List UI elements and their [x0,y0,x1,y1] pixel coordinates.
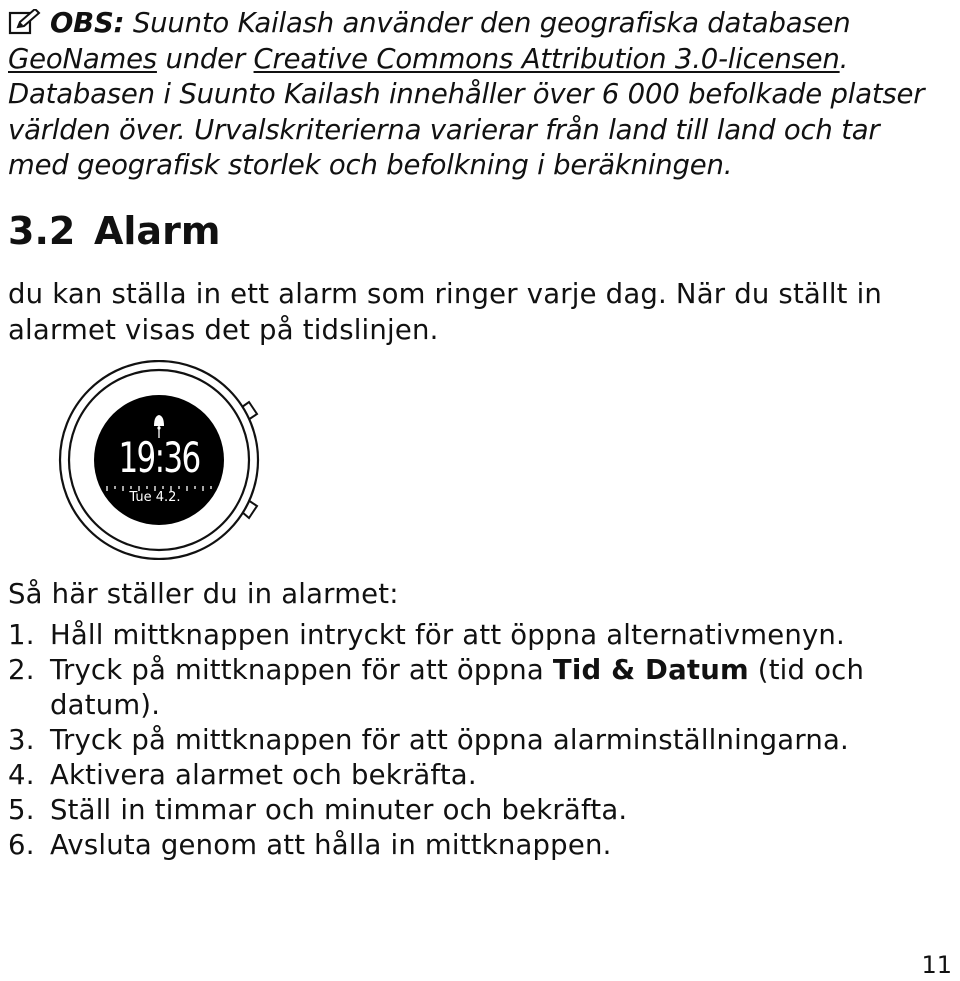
steps-title: Så här ställer du in alarmet: [8,578,399,610]
step-menu-name: Tid & Datum [552,654,749,686]
section-intro: du kan ställa in ett alarm som ringer varje dag. När du ställt in alarmet visas det på tidslinjen. [8,278,883,346]
section-title: Alarm [94,209,221,253]
step-number: 3. [8,724,35,756]
page-number: 11 [921,951,952,979]
step-text: (tid och datum). [50,654,865,721]
geonames-link[interactable]: GeoNames [8,42,157,75]
list-item [8,618,908,653]
note-text: under [156,42,254,75]
watch-date: Tue 4.2. [129,490,181,505]
step-text: Tryck på mittknappen för att öppna [50,654,553,686]
list-item [8,793,908,828]
list-item [8,723,908,758]
list-item [8,828,908,863]
step-number: 5. [8,794,35,826]
note-box [8,6,938,184]
list-item [8,653,908,723]
steps-list [8,618,908,863]
step-number: 6. [8,829,35,861]
note-text: . Databasen i Suunto Kailash innehåller över 6 000 befolkade platser världen över. Urvalskriterierna varierar från land till land och tar med geografisk storlek och befolkning i beräkningen. [8,42,925,181]
section-number: 3.2 [8,209,76,253]
step-text: Tryck på mittknappen för att öppna alarminställningarna. [50,724,849,756]
step-text: Aktivera alarmet och bekräfta. [50,759,477,791]
license-link[interactable]: Creative Commons Attribution 3.0-licensen [253,42,840,75]
step-number: 4. [8,759,35,791]
note-text: Suunto Kailash använder den geografiska databasen [124,7,851,39]
step-number: 1. [8,619,35,651]
watch-time: 19:36 [118,433,200,483]
step-text: Ställ in timmar och minuter och bekräfta. [50,794,628,826]
section-heading [8,208,220,254]
list-item [8,758,908,793]
note-label: OBS: [50,7,125,39]
step-number: 2. [8,654,35,686]
step-text: Avsluta genom att hålla in mittknappen. [50,829,612,861]
note-pencil-icon [8,9,42,35]
watch-illustration [55,360,265,560]
step-text: Håll mittknappen intryckt för att öppna alternativmenyn. [50,619,846,651]
